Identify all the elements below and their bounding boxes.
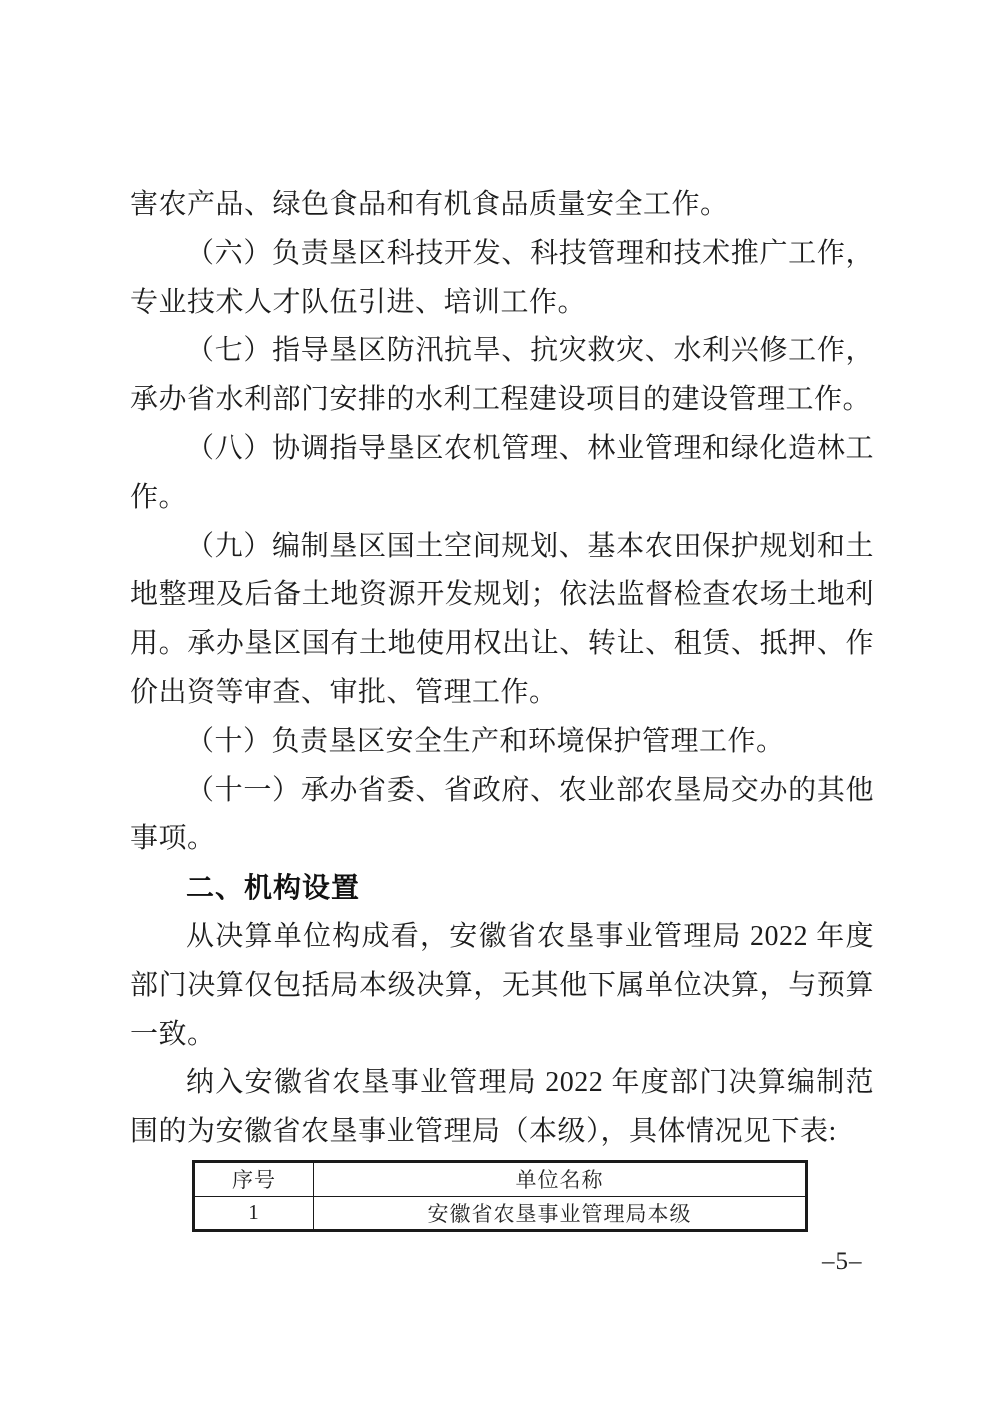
table-cell-name: 安徽省农垦事业管理局本级 (314, 1196, 807, 1230)
table-header-seq: 序号 (194, 1161, 314, 1196)
paragraph-budget-scope: 从决算单位构成看，安徽省农垦事业管理局 2022 年度部门决算仅包括局本级决算，无其他下属单位决算，与预算一致。 (130, 920, 874, 1050)
paragraph-continuation: 害农产品、绿色食品和有机食品质量安全工作。 (130, 189, 729, 220)
table-header-name: 单位名称 (314, 1161, 807, 1196)
unit-table (192, 1160, 808, 1232)
paragraph-item-11: （十一）承办省委、省政府、农业部农垦局交办的其他事项。 (130, 774, 874, 855)
paragraph-item-10: （十）负责垦区安全生产和环境保护管理工作。 (186, 725, 785, 757)
text-block (130, 181, 874, 1232)
paragraph-item-7: （七）指导垦区防汛抗旱、抗灾救灾、水利兴修工作，承办省水利部门安排的水利工程建设项目的建设管理工作。 (130, 335, 874, 416)
table-header-row (194, 1161, 807, 1196)
paragraph-item-8: （八）协调指导垦区农机管理、林业管理和绿化造林工作。 (130, 432, 874, 513)
section-heading: 二、机构设置 (186, 872, 361, 904)
table-cell-seq: 1 (194, 1196, 314, 1230)
page-number: –5– (822, 1248, 863, 1275)
unit-table-body (194, 1196, 807, 1230)
paragraph-item-6: （六）负责垦区科技开发、科技管理和技术推广工作，专业技术人才队伍引进、培训工作。 (130, 237, 874, 318)
paragraph-table-intro: 纳入安徽省农垦事业管理局 2022 年度部门决算编制范围的为安徽省农垦事业管理局（本级），具体情况见下表: (130, 1067, 874, 1148)
table-row (194, 1196, 807, 1230)
paragraph-item-9: （九）编制垦区国土空间规划、基本农田保护规划和土地整理及后备土地资源开发规划；依法监督检查农场土地利用。承办垦区国有土地使用权出让、转让、租赁、抵押、作价出资等审查、审批、管理工作。 (130, 530, 874, 708)
unit-table-head (194, 1161, 807, 1196)
